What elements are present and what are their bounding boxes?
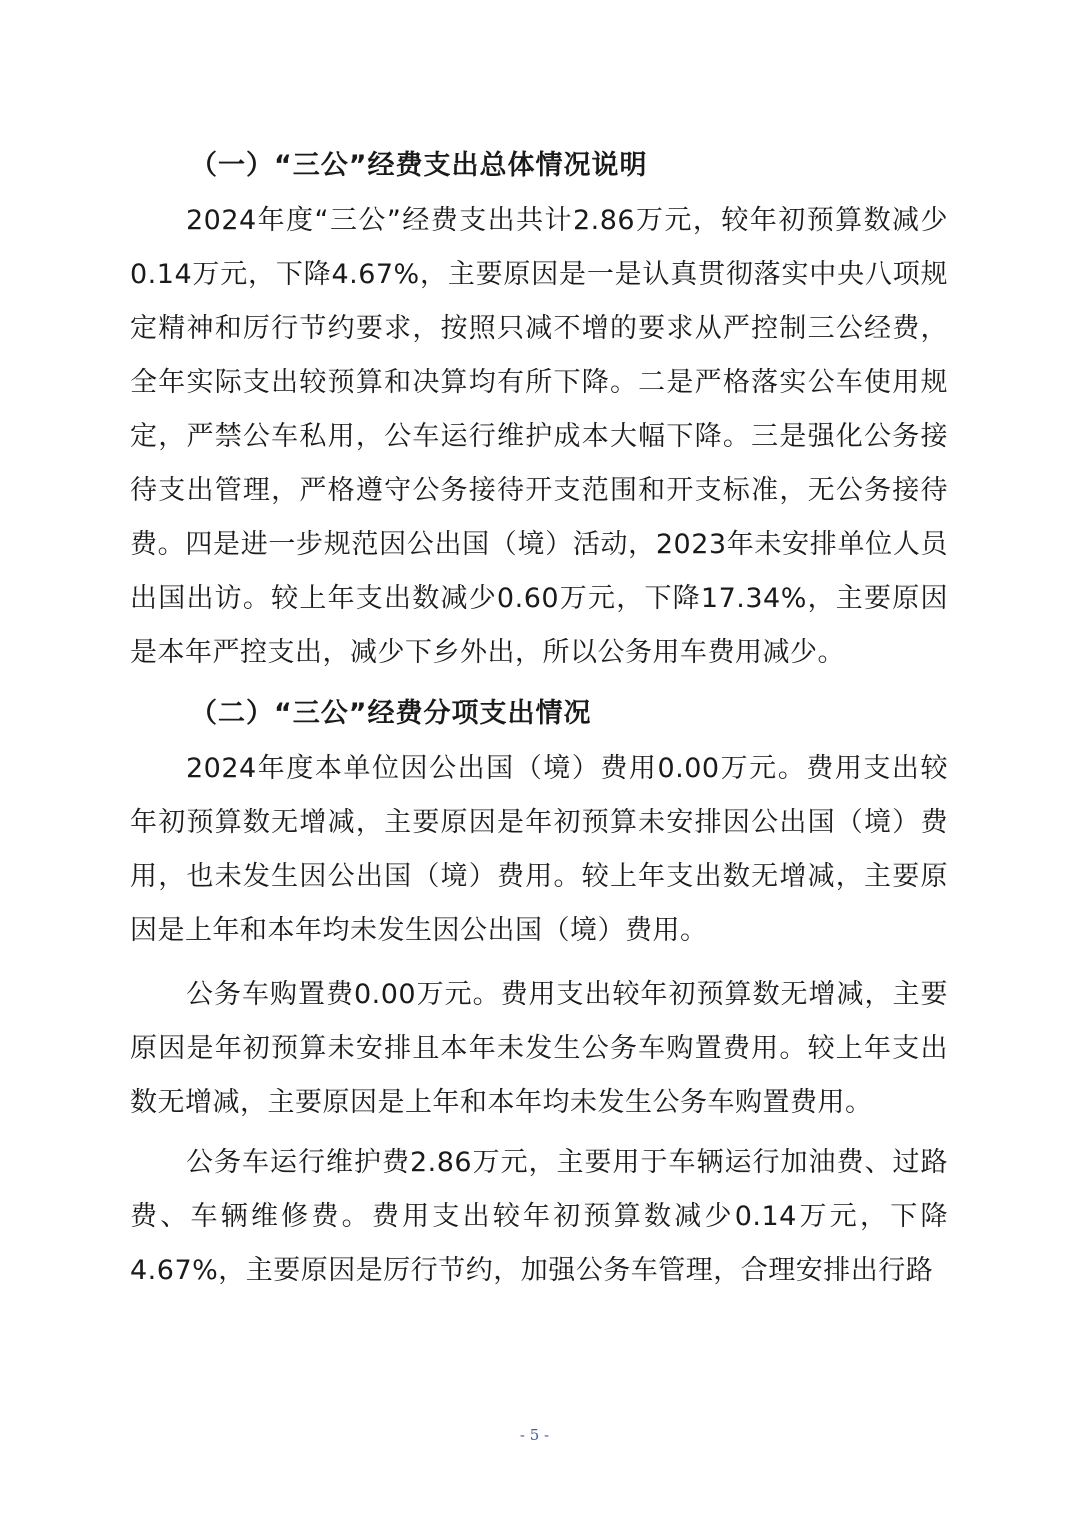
section-heading-itemized: （二）“三公”经费分项支出情况 bbox=[190, 698, 592, 729]
paragraph-overall: 2024年度“三公”经费支出共计2.86万元，较年初预算数减少0.14万元，下降4.67%，主要原因是一是认真贯彻落实中央八项规定精神和厉行节约要求，按照只减不增的要求从严控制三公经费，全年实际支出较预算和决算均有所下降。二是严格落实公车使用规定，严禁公车私用，公车运行维护成本大幅下降。三是强化公务接待支出管理，严格遵守公务接待开支范围和开支标准，无公务接待费。四是进一步规范因公出国（境）活动，2023年未安排单位人员出国出访。较上年支出数减少0.60万元，下降17.34%，主要原因是本年严控支出，减少下乡外出，所以公务用车费用减少。 bbox=[130, 205, 948, 668]
paragraph-overseas-travel: 2024年度本单位因公出国（境）费用0.00万元。费用支出较年初预算数无增减，主要原因是年初预算未安排因公出国（境）费用，也未发生因公出国（境）费用。较上年支出数无增减，主要原因是上年和本年均未发生因公出国（境）费用。 bbox=[130, 753, 948, 946]
section-heading-overall: （一）“三公”经费支出总体情况说明 bbox=[190, 150, 648, 181]
paragraph-vehicle-maintenance: 公务车运行维护费2.86万元，主要用于车辆运行加油费、过路费、车辆维修费。费用支出较年初预算数减少0.14万元，下降4.67%，主要原因是厉行节约，加强公务车管理，合理安排出行路 bbox=[130, 1147, 948, 1286]
page-number: - 5 - bbox=[519, 1426, 550, 1444]
document-body bbox=[130, 138, 948, 1298]
paragraph-vehicle-purchase: 公务车购置费0.00万元。费用支出较年初预算数无增减，主要原因是年初预算未安排且本年未发生公务车购置费用。较上年支出数无增减，主要原因是上年和本年均未发生公务车购置费用。 bbox=[130, 979, 948, 1118]
